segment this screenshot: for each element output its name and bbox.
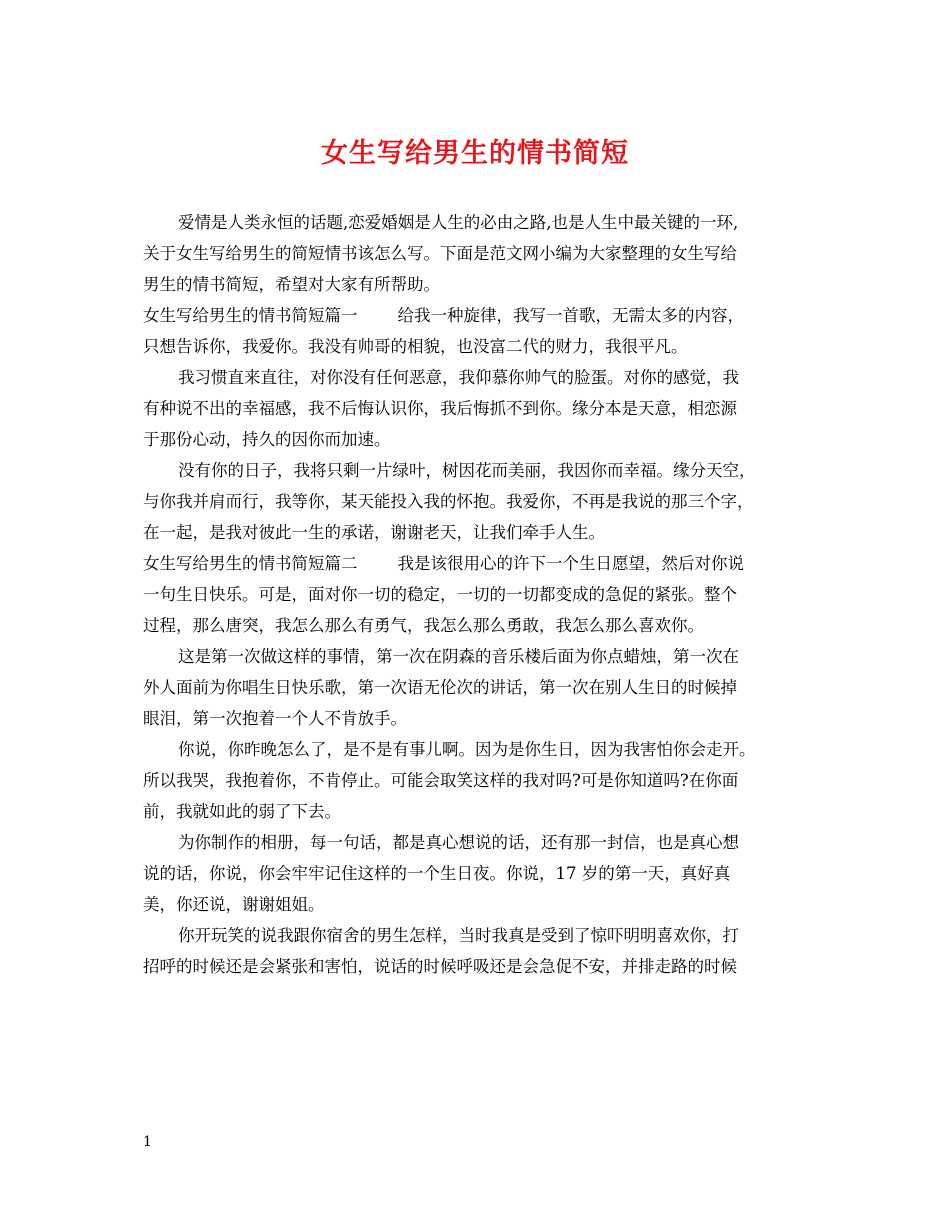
page-number: 1	[143, 1134, 152, 1150]
text-line: 你开玩笑的说我跟你宿舍的男生怎样，当时我真是受到了惊吓明明喜欢你，打	[178, 926, 739, 945]
text-line: 在一起，是我对彼此一生的承诺，谢谢老天，让我们牵手人生。	[143, 523, 605, 542]
text-line: 男生的情书简短，希望对大家有所帮助。	[143, 275, 440, 294]
text-line: 一句生日快乐。可是，面对你一切的稳定，一切的一切都变成的急促的紧张。整个	[143, 585, 737, 604]
text-line: 爱情是人类永恒的话题,恋爱婚姻是人生的必由之路,也是人生中最关键的一环,	[178, 213, 739, 232]
text-line: 没有你的日子，我将只剩一片绿叶，树因花而美丽，我因你而幸福。缘分天空，	[178, 461, 756, 480]
text-line: 我是该很用心的许下一个生日愿望，然后对你说	[397, 554, 744, 573]
text-line: 与你我并肩而行，我等你，某天能投入我的怀抱。我爱你，不再是我说的那三个字，	[143, 492, 754, 511]
text-line: 只想告诉你，我爱你。我没有帅哥的相貌，也没富二代的财力，我很平凡。	[143, 337, 688, 356]
text-line: 前，我就如此的弱了下去。	[143, 802, 341, 821]
section-heading: 女生写给男生的情书简短篇一	[143, 306, 358, 325]
text-line: 于那份心动，持久的因你而加速。	[143, 430, 391, 449]
text-line: 有种说不出的幸福感，我不后悔认识你，我后悔抓不到你。缘分本是天意，相恋源	[143, 399, 737, 418]
document-title: 女生写给男生的情书简短	[321, 138, 629, 169]
section-line	[143, 300, 805, 331]
text-line: 这是第一次做这样的事情，第一次在阴森的音乐楼后面为你点蜡烛，第一次在	[178, 647, 739, 666]
text-line: 美，你还说，谢谢姐姐。	[143, 895, 325, 914]
text-line: 眼泪，第一次抱着一个人不肯放手。	[143, 709, 407, 728]
text-line: 我习惯直来直往，对你没有任何恶意，我仰慕你帅气的脸蛋。对你的感觉，我	[178, 368, 739, 387]
text-line: 外人面前为你唱生日快乐歌，第一次语无伦次的讲话，第一次在别人生日的时候掉	[143, 678, 737, 697]
text-line: 说的话，你说，你会牢牢记住这样的一个生日夜。你说，17 岁的第一天，真好真	[143, 864, 731, 883]
text-line: 所以我哭，我抱着你，不肯停止。可能会取笑这样的我对吗?可是你知道吗?在你面	[143, 771, 739, 790]
section-heading: 女生写给男生的情书简短篇二	[143, 554, 358, 573]
text-line: 招呼的时候还是会紧张和害怕，说话的时候呼吸还是会急促不安，并排走路的时候	[143, 957, 737, 976]
text-line: 为你制作的相册，每一句话，都是真心想说的话，还有那一封信，也是真心想	[178, 833, 739, 852]
text-line: 关于女生写给男生的简短情书该怎么写。下面是范文网小编为大家整理的女生写给	[143, 244, 737, 263]
section-line	[143, 548, 805, 579]
text-line: 你说，你昨晚怎么了，是不是有事儿啊。因为是你生日，因为我害怕你会走开。	[178, 740, 756, 759]
text-line: 过程，那么唐突，我怎么那么有勇气，我怎么那么勇敢，我怎么那么喜欢你。	[143, 616, 704, 635]
document-body	[143, 207, 805, 982]
text-line: 给我一种旋律，我写一首歌，无需太多的内容，	[397, 306, 744, 325]
